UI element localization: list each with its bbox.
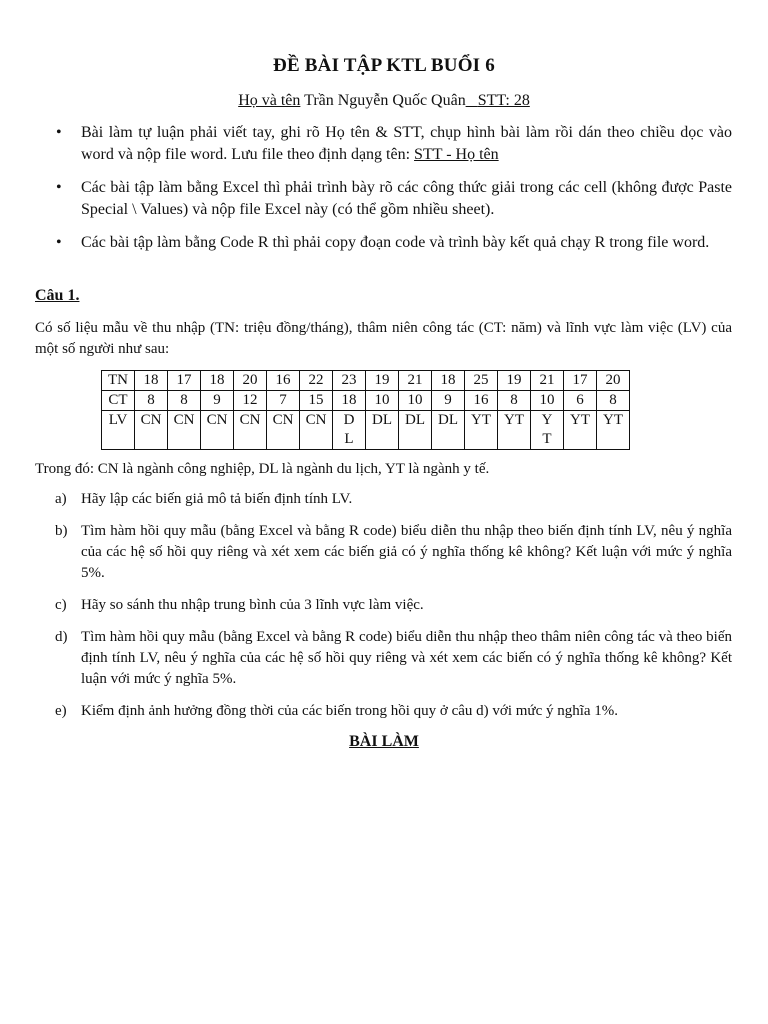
table-cell: 10	[531, 391, 564, 411]
instruction-item	[52, 122, 732, 166]
intro-paragraph: Có số liệu mẫu về thu nhập (TN: triệu đồng/tháng), thâm niên công tác (CT: năm) và lĩnh vực làm việc (LV) của một số người như sau:	[35, 320, 732, 357]
table-row-header: TN	[102, 371, 135, 391]
question-item	[55, 595, 732, 616]
table-cell: 21	[531, 371, 564, 391]
table-cell: 25	[465, 371, 498, 391]
answer-heading: BÀI LÀM	[349, 733, 419, 750]
table-cell: 7	[267, 391, 300, 411]
question-letter: c)	[55, 597, 67, 613]
name-separator: _	[465, 92, 478, 109]
table-cell: YT	[498, 411, 531, 450]
table-cell: 23	[333, 371, 366, 391]
table-cell: 17	[168, 371, 201, 391]
table-cell: YT	[564, 411, 597, 450]
question-item	[55, 521, 732, 584]
question-text: Hãy so sánh thu nhập trung bình của 3 lĩnh vực làm việc.	[81, 597, 424, 613]
table-row-header: CT	[102, 391, 135, 411]
data-table	[101, 370, 630, 450]
question-text: Tìm hàm hồi quy mẫu (bằng Excel và bằng R code) biểu diễn thu nhập theo biến định tính LV, nêu ý nghĩa của các hệ số hồi quy riêng và xét xem các biến giả có ý nghĩa thống kê không? Kết luận với mức ý nghĩa 5%.	[81, 523, 732, 581]
bullet-icon: •	[56, 234, 62, 251]
table-cell: 16	[465, 391, 498, 411]
table-cell: 8	[135, 391, 168, 411]
table-cell: DL	[399, 411, 432, 450]
instruction-text: Các bài tập làm bằng Excel thì phải trình bày rõ các công thức giải trong các cell (không được Paste Special \ Values) và nộp file Excel này (có thể gồm nhiều sheet).	[81, 179, 732, 218]
table-row-header: LV	[102, 411, 135, 450]
table-cell: 9	[201, 391, 234, 411]
section-heading: Câu 1.	[35, 287, 80, 304]
question-letter: e)	[55, 703, 67, 719]
bullet-icon: •	[56, 179, 62, 196]
table-cell: 9	[432, 391, 465, 411]
table-cell: 21	[399, 371, 432, 391]
table-cell: CN	[234, 411, 267, 450]
table-cell: 18	[333, 391, 366, 411]
legend-note: Trong đó: CN là ngành công nghiệp, DL là ngành du lịch, YT là ngành y tế.	[35, 461, 490, 477]
table-cell: YT	[597, 411, 630, 450]
table-cell: 8	[498, 391, 531, 411]
table-cell: DL	[366, 411, 399, 450]
table-cell: 19	[498, 371, 531, 391]
filename-format: STT - Họ tên	[414, 146, 499, 163]
table-cell: D L	[333, 411, 366, 450]
table-cell: 18	[201, 371, 234, 391]
table-cell: CN	[201, 411, 234, 450]
table-cell: 18	[432, 371, 465, 391]
table-cell: DL	[432, 411, 465, 450]
student-info	[0, 92, 768, 110]
questions-list	[55, 489, 732, 733]
table-cell: 6	[564, 391, 597, 411]
table-cell: 12	[234, 391, 267, 411]
table-cell: 20	[234, 371, 267, 391]
question-letter: a)	[55, 491, 67, 507]
question-text: Kiểm định ảnh hưởng đồng thời của các biến trong hồi quy ở câu d) với mức ý nghĩa 1%.	[81, 703, 619, 719]
bullet-icon: •	[56, 124, 62, 141]
instruction-text: Các bài tập làm bằng Code R thì phải copy đoạn code và trình bày kết quả chạy R trong file word.	[81, 234, 710, 251]
question-letter: d)	[55, 629, 68, 645]
table-cell: 19	[366, 371, 399, 391]
question-text: Hãy lập các biến giả mô tả biến định tính LV.	[81, 491, 353, 507]
question-item	[55, 701, 732, 722]
instruction-text: Bài làm tự luận phải viết tay, ghi rõ Họ tên & STT, chụp hình bài làm rồi dán theo chiều dọc vào word và nộp file word. Lưu file theo định dạng tên:	[81, 124, 732, 163]
instruction-item	[52, 232, 732, 254]
table-cell: 20	[597, 371, 630, 391]
question-item	[55, 627, 732, 690]
table-cell: 15	[300, 391, 333, 411]
table-cell: 8	[168, 391, 201, 411]
page-title: ĐỀ BÀI TẬP KTL BUỔI 6	[273, 55, 495, 76]
table-cell: 8	[597, 391, 630, 411]
table-row-tn	[102, 371, 630, 391]
instruction-item	[52, 177, 732, 221]
table-cell: Y T	[531, 411, 564, 450]
table-cell: 10	[399, 391, 432, 411]
table-cell: 18	[135, 371, 168, 391]
question-text: Tìm hàm hồi quy mẫu (bằng Excel và bằng R code) biểu diễn thu nhập theo thâm niên công tác và theo biến định tính LV, nêu ý nghĩa của các hệ số hồi quy riêng và xét xem các biến có ý nghĩa thống kê không? Kết luận với mức ý nghĩa 5%.	[81, 629, 732, 687]
student-number: STT: 28	[477, 92, 530, 109]
table-row-lv	[102, 411, 630, 450]
table-cell: CN	[267, 411, 300, 450]
question-item	[55, 489, 732, 510]
name-label: Họ và tên	[238, 92, 301, 109]
question-letter: b)	[55, 523, 68, 539]
table-row-ct	[102, 391, 630, 411]
table-cell: 16	[267, 371, 300, 391]
table-cell: CN	[168, 411, 201, 450]
table-cell: 22	[300, 371, 333, 391]
table-cell: CN	[135, 411, 168, 450]
table-cell: YT	[465, 411, 498, 450]
table-cell: 17	[564, 371, 597, 391]
table-cell: CN	[300, 411, 333, 450]
student-name: Trần Nguyễn Quốc Quân	[300, 92, 466, 109]
table-cell: 10	[366, 391, 399, 411]
instructions-list	[52, 122, 732, 265]
